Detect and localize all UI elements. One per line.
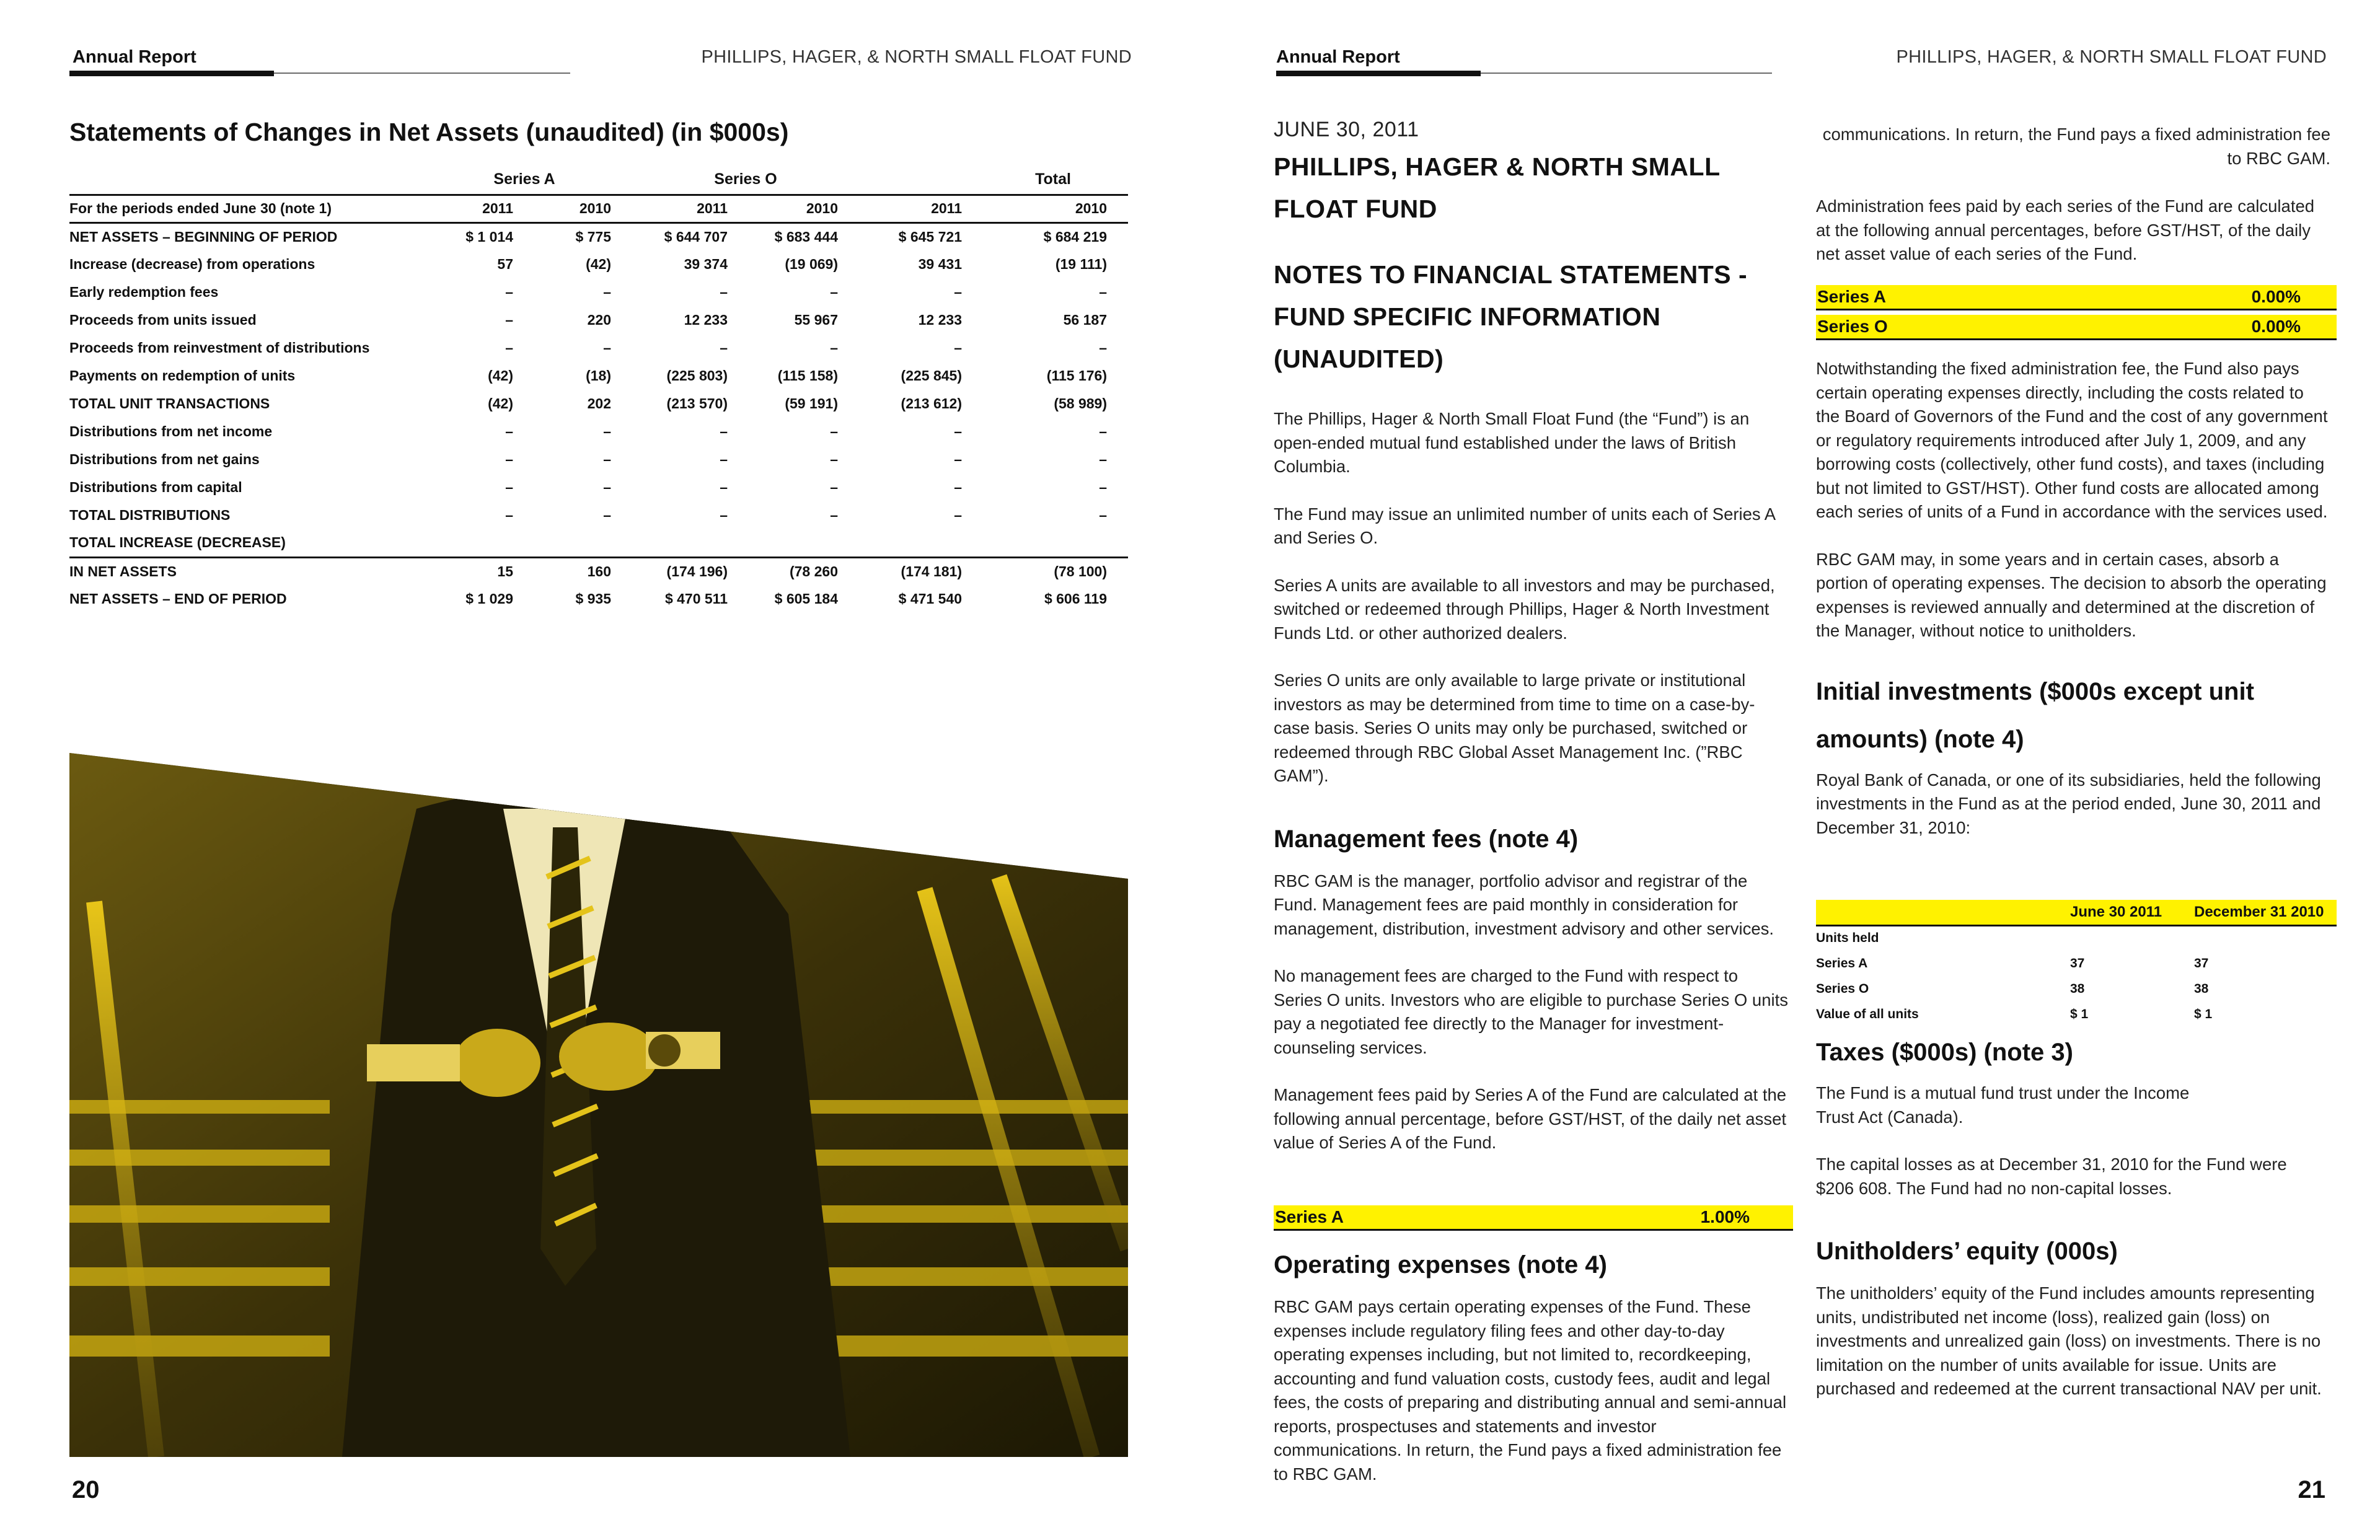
intro-paragraph: The Fund may issue an unlimited number of units each of Series A and Series O. <box>1274 504 1775 547</box>
table-cell: (78 260 <box>789 563 838 579</box>
table-cell: 57 <box>497 256 513 272</box>
table-row <box>69 390 1128 418</box>
table-cell: – <box>505 340 513 356</box>
table-cell: (225 845) <box>901 367 962 384</box>
year-header-row <box>69 195 1128 222</box>
table-row <box>69 585 1128 613</box>
management-rate-row <box>1274 1205 1793 1231</box>
admin-fees-paragraph: Administration fees paid by each series of the Fund are calculated at the following annual percentages, before GST/HST, of the daily net asset value of each series of the Fund. <box>1816 196 2315 263</box>
rate-label: Series A <box>1817 287 1887 306</box>
intro-paragraph: Series O units are only available to large private or institutional investors as may be determined from time to time on a case-by-case basis. Series O units may only be purchased, switched or redeemed through RBC Global Asset Management Inc. (”RBC GAM”). <box>1274 671 1755 785</box>
row-label: Proceeds from units issued <box>69 312 257 328</box>
row-label: TOTAL UNIT TRANSACTIONS <box>69 395 270 411</box>
table-cell: (42) <box>586 256 611 272</box>
table-cell: – <box>505 423 513 439</box>
table-cell: 220 <box>587 312 611 328</box>
table-cell: – <box>720 423 728 439</box>
table-cell: (58 989) <box>1054 395 1107 411</box>
year-header: 2010 <box>534 195 632 222</box>
table-row <box>69 418 1128 446</box>
admin-fees-paragraph: RBC GAM may, in some years and in certain cases, absorb a portion of operating expenses. The decision to absorb the operating expenses is reviewed annually and determined at the discretion of the Manager, without notice to unitholders. <box>1816 549 2327 640</box>
taxes-paragraph: The capital losses as at December 31, 2010 for the Fund were $206 608. The Fund had no non-capital losses. <box>1816 1155 2287 1198</box>
initial-investments-paragraph: Royal Bank of Canada, or one of its subsidiaries, held the following investments in the Fund as at the period ended, June 30, 2011 and December 31, 2010: <box>1816 770 2321 837</box>
table-cell: $ 1 <box>2194 1006 2213 1021</box>
table-cell: 202 <box>587 395 611 411</box>
table-cell: (225 803) <box>666 367 728 384</box>
table-row <box>69 362 1128 390</box>
group-header: Total <box>1035 170 1071 188</box>
table-cell: $ 644 707 <box>664 228 728 245</box>
management-fees-heading: Management fees (note 4) <box>1274 825 1579 853</box>
table-cell: – <box>954 423 962 439</box>
table-cell: 12 233 <box>684 312 728 328</box>
rate-value: 0.00% <box>2251 317 2301 336</box>
taxes-heading: Taxes ($000s) (note 3) <box>1816 1039 2073 1066</box>
businessman-photo-image <box>69 753 1128 1457</box>
table-cell: – <box>603 479 611 495</box>
table-cell: – <box>1099 284 1107 300</box>
table-cell: (19 111) <box>1055 256 1107 272</box>
row-label: Series O <box>1816 981 1869 996</box>
table-cell: – <box>603 423 611 439</box>
admin-fees-paragraph: Notwithstanding the fixed administration fee, the Fund also pays certain operating expenses directly, including the costs related to the Board of Governors of the Fund and the cost of any government or regulatory requirements introduced after July 1, 2009, and any borrowing costs (collectively, other fund costs), and taxes (including but not limited to GST/HST). Other fund costs are allocated among each series of units of a Fund in accordance with the services used. <box>1816 359 2328 521</box>
table-cell <box>859 529 983 557</box>
table-cell: $ 1 029 <box>465 591 513 607</box>
running-header-fund-name: PHILLIPS, HAGER, & NORTH SMALL FLOAT FUND <box>701 47 1132 67</box>
rate-label: Series A <box>1275 1207 1344 1226</box>
initial-investments-table <box>1816 900 2337 1027</box>
period-label: For the periods ended June 30 (note 1) <box>69 195 416 222</box>
rate-label: Series O <box>1817 317 1888 336</box>
running-header-label: Annual Report <box>1276 47 1400 67</box>
year-header: 2011 <box>859 195 983 222</box>
table-cell: – <box>720 340 728 356</box>
row-label: Distributions from net gains <box>69 451 260 467</box>
table-cell: – <box>720 507 728 523</box>
initial-investments-heading: Initial investments ($000s except unit amounts) (note 4) <box>1816 677 2254 753</box>
management-paragraph: Management fees paid by Series A of the Fund are calculated at the following annual percentage, before GST/HST, of the daily net asset value of Series A of the Fund. <box>1274 1085 1787 1152</box>
table-cell: 37 <box>2194 956 2209 970</box>
intro-paragraph: Series A units are available to all investors and may be purchased, switched or redeemed through Phillips, Hager & North Investment Funds Ltd. or other authorized dealers. <box>1274 575 1775 643</box>
table-row <box>69 306 1128 334</box>
taxes-paragraph: The Fund is a mutual fund trust under the Income Trust Act (Canada). <box>1816 1083 2190 1127</box>
table-cell: (59 191) <box>785 395 838 411</box>
initial-investments-header <box>1816 900 2337 925</box>
table-cell: $ 775 <box>575 228 611 245</box>
table-cell: 38 <box>2070 981 2085 996</box>
page-number: 21 <box>2298 1476 2325 1503</box>
row-label: Early redemption fees <box>69 284 219 300</box>
table-cell: – <box>505 284 513 300</box>
table-cell <box>416 529 534 557</box>
statement-body <box>69 222 1128 613</box>
admin-rate-row <box>1816 315 2337 340</box>
table-cell: – <box>603 284 611 300</box>
initial-investments-body <box>1816 925 2337 1027</box>
table-cell: 15 <box>497 563 513 579</box>
table-cell: $ 684 219 <box>1043 228 1107 245</box>
notes-title: NOTES TO FINANCIAL STATEMENTS - FUND SPECIFIC INFORMATION (UNAUDITED) <box>1274 260 1748 373</box>
table-cell: – <box>830 479 838 495</box>
table-cell: $ 471 540 <box>898 591 962 607</box>
table-cell: $ 606 119 <box>1044 591 1107 607</box>
table-row <box>69 501 1128 529</box>
table-cell <box>983 529 1128 557</box>
operating-expenses-paragraph: RBC GAM pays certain operating expenses of the Fund. These expenses include regulatory filing fees and other day-to-day operating expenses including, but not limited to, recordkeeping, accounting and fund valuation costs, custody fees, audit and legal fees, the costs of preparing and distributing annual and semi-annual reports, prospectuses and statements and investor communications. In return, the Fund pays a fixed administration fee to RBC GAM. <box>1274 1297 1787 1484</box>
table-cell: (115 176) <box>1046 367 1107 384</box>
year-header: 2011 <box>632 195 749 222</box>
notes-column-right-lower <box>1816 1029 2330 1401</box>
table-cell: – <box>1099 340 1107 356</box>
table-cell: (174 196) <box>666 563 728 579</box>
column-header: December 31 2010 <box>2194 900 2337 925</box>
table-cell: – <box>1099 451 1107 467</box>
operating-expenses-heading: Operating expenses (note 4) <box>1274 1251 1607 1278</box>
table-cell: $ 1 <box>2070 1006 2089 1021</box>
table-cell: 39 374 <box>684 256 728 272</box>
table-cell: $ 645 721 <box>898 228 962 245</box>
table-cell: – <box>505 312 513 328</box>
column-header: June 30 2011 <box>2070 900 2194 925</box>
row-label: Distributions from capital <box>69 479 242 495</box>
series-header-row <box>69 165 1128 195</box>
table-row <box>69 278 1128 306</box>
header-rule-accent <box>69 71 274 76</box>
page-number: 20 <box>72 1476 100 1503</box>
unitholders-equity-heading: Unitholders’ equity (000s) <box>1816 1238 2118 1265</box>
operating-expenses-section <box>1274 1241 1788 1484</box>
table-cell: – <box>1099 507 1107 523</box>
table-cell <box>632 529 749 557</box>
table-row <box>69 222 1128 250</box>
table-cell: – <box>505 479 513 495</box>
table-cell: – <box>954 451 962 467</box>
row-label: NET ASSETS – BEGINNING OF PERIOD <box>69 228 338 245</box>
table-cell: – <box>603 340 611 356</box>
table-cell <box>2194 925 2337 951</box>
table-cell: (213 612) <box>901 395 962 411</box>
table-row <box>69 250 1128 278</box>
row-label: IN NET ASSETS <box>69 563 177 579</box>
table-cell: 39 431 <box>918 256 962 272</box>
table-row <box>1816 1001 2337 1027</box>
table-cell: (19 069) <box>785 256 838 272</box>
rate-value: 0.00% <box>2251 287 2301 306</box>
table-cell: – <box>720 451 728 467</box>
table-cell: (115 158) <box>777 367 838 384</box>
table-cell: 55 967 <box>794 312 838 328</box>
table-cell: – <box>830 340 838 356</box>
table-cell: 160 <box>587 563 611 579</box>
management-paragraph: No management fees are charged to the Fund with respect to Series O units. Investors who are eligible to purchase Series O units pay a negotiated fee directly to the Manager for investment-counseling services. <box>1274 966 1788 1057</box>
group-header: Series A <box>493 170 555 188</box>
unitholders-equity-paragraph: The unitholders’ equity of the Fund includes amounts representing units, undistributed net income (loss), realized gain (loss) on investments and unrealized gain (loss) on investments. There is no limitation on the number of units available for issue. Units are purchased and redeemed at the current transactional NAV per unit. <box>1816 1283 2322 1398</box>
table-cell: $ 470 511 <box>664 591 728 607</box>
notes-column-right <box>1816 123 2330 266</box>
table-cell: – <box>1099 479 1107 495</box>
year-header: 2010 <box>983 195 1128 222</box>
row-label: Increase (decrease) from operations <box>69 256 315 272</box>
group-header: Series O <box>714 170 777 188</box>
operating-expenses-continued: communications. In return, the Fund pays a fixed administration fee to RBC GAM. <box>1822 125 2330 168</box>
table-cell <box>749 529 859 557</box>
table-row <box>1816 951 2337 976</box>
table-cell: – <box>830 423 838 439</box>
table-cell: – <box>954 340 962 356</box>
table-cell: – <box>505 507 513 523</box>
table-cell: $ 935 <box>575 591 611 607</box>
rate-value: 1.00% <box>1700 1207 1750 1226</box>
row-label: Proceeds from reinvestment of distributions <box>69 340 370 356</box>
year-header: 2011 <box>416 195 534 222</box>
table-cell: $ 683 444 <box>774 228 838 245</box>
row-label: TOTAL DISTRIBUTIONS <box>69 507 231 523</box>
table-cell: – <box>720 284 728 300</box>
running-header-label: Annual Report <box>73 47 196 67</box>
statement-title: Statements of Changes in Net Assets (unaudited) (in $000s) <box>69 118 789 146</box>
table-cell: – <box>603 451 611 467</box>
row-label: NET ASSETS – END OF PERIOD <box>69 591 287 607</box>
table-cell: (174 181) <box>901 563 962 579</box>
table-row <box>69 557 1128 585</box>
management-paragraph: RBC GAM is the manager, portfolio advisor and registrar of the Fund. Management fees are paid monthly in consideration for management, distribution, investment advisory and other services. <box>1274 871 1774 938</box>
notes-column-left <box>1274 118 1788 1155</box>
businessman-photo <box>69 753 1128 1457</box>
table-cell: – <box>505 451 513 467</box>
table-cell <box>2070 925 2194 951</box>
row-label: Payments on redemption of units <box>69 367 296 384</box>
table-cell: 38 <box>2194 981 2209 996</box>
intro-paragraph: The Phillips, Hager & North Small Float Fund (the “Fund”) is an open-ended mutual fund established under the laws of British Columbia. <box>1274 409 1750 476</box>
report-date: JUNE 30, 2011 <box>1274 118 1419 141</box>
year-header: 2010 <box>749 195 859 222</box>
header-rule-accent <box>1276 71 1481 76</box>
table-cell: – <box>830 451 838 467</box>
table-cell: (78 100) <box>1054 563 1107 579</box>
table-row <box>69 334 1128 362</box>
row-label: Units held <box>1816 931 1879 946</box>
table-row <box>1816 976 2337 1001</box>
table-row <box>1816 925 2337 951</box>
table-row <box>69 446 1128 473</box>
table-cell: – <box>720 479 728 495</box>
notes-column-right-mid <box>1816 357 2330 840</box>
table-cell <box>534 529 632 557</box>
table-cell: – <box>954 284 962 300</box>
table-cell: – <box>954 479 962 495</box>
admin-rate-row <box>1816 285 2337 310</box>
row-label: Value of all units <box>1816 1006 1919 1021</box>
table-cell: – <box>954 507 962 523</box>
table-cell: – <box>603 507 611 523</box>
table-cell: $ 605 184 <box>774 591 838 607</box>
table-cell: 56 187 <box>1063 312 1107 328</box>
net-assets-table <box>69 165 1128 613</box>
running-header-fund-name: PHILLIPS, HAGER, & NORTH SMALL FLOAT FUND <box>1896 47 2327 67</box>
table-cell: 37 <box>2070 956 2085 970</box>
table-cell: – <box>830 284 838 300</box>
table-cell: $ 1 014 <box>465 228 513 245</box>
row-label: Distributions from net income <box>69 423 273 439</box>
table-cell: (18) <box>586 367 611 384</box>
table-cell: (42) <box>488 367 513 384</box>
table-cell: 12 233 <box>918 312 962 328</box>
fund-title: PHILLIPS, HAGER & NORTH SMALL FLOAT FUND <box>1274 152 1720 223</box>
table-cell: – <box>1099 423 1107 439</box>
row-label: TOTAL INCREASE (DECREASE) <box>69 529 416 557</box>
row-label: Series A <box>1816 956 1868 970</box>
table-row <box>69 473 1128 501</box>
table-cell: – <box>830 507 838 523</box>
table-cell: (42) <box>488 395 513 411</box>
table-cell: (213 570) <box>666 395 728 411</box>
table-row <box>69 529 1128 557</box>
